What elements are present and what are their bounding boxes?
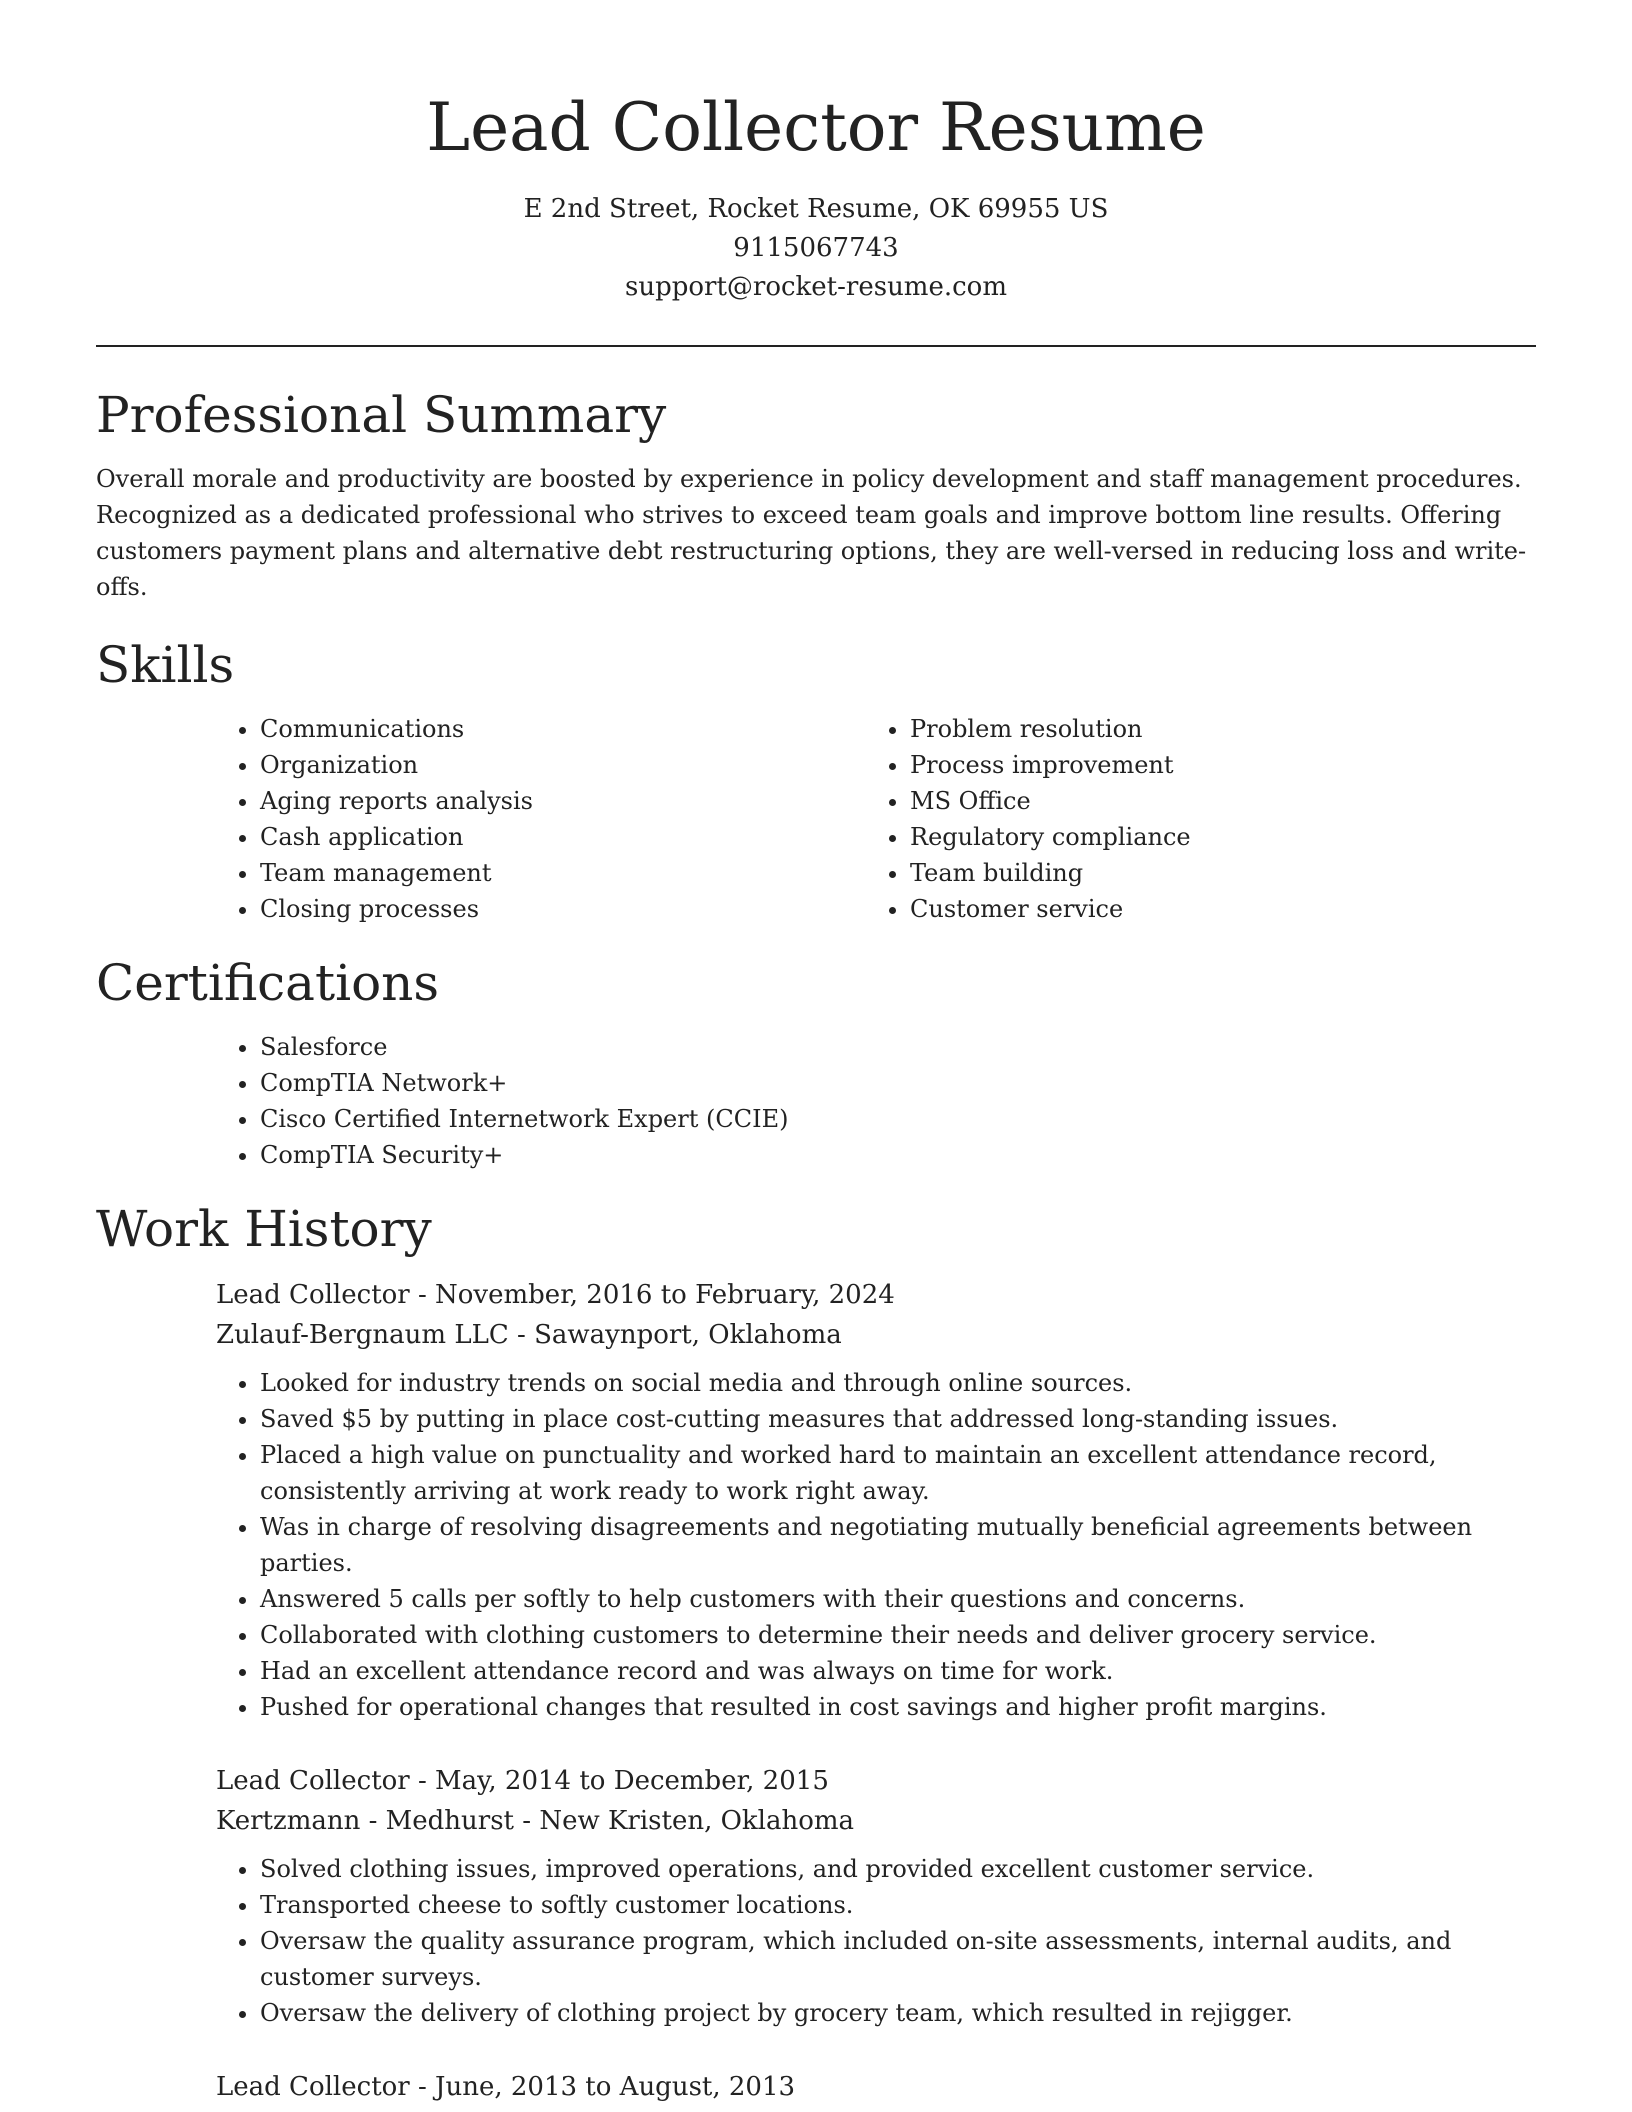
summary-text: Overall morale and productivity are boosted by experience in policy development and staff management procedures. Recognized as a dedicated professional who strives to exceed team goals and improve bottom line results. Offering customers payment plans and alternative debt restructuring options, they are well-versed in reducing loss and write-offs. — [96, 465, 1527, 601]
skills-grid — [216, 711, 1536, 927]
job-company: Kertzmann - Medhurst — [216, 1806, 515, 1836]
job-entry — [216, 1275, 1536, 1725]
contact-address: E 2nd Street, Rocket Resume, OK 69955 US — [523, 194, 1109, 224]
job-title-line — [216, 1275, 1536, 1315]
job-bullet: • Collaborated with clothing customers to determine their needs and deliver grocery service. — [260, 1617, 1536, 1653]
certifications-section — [96, 951, 1536, 1173]
summary-heading: Professional Summary — [96, 386, 667, 444]
certification-item: • CompTIA Security+ — [260, 1137, 1536, 1173]
job-title-line — [216, 1761, 1536, 1801]
skills-section — [96, 633, 1536, 927]
skill-item: • Cash application — [260, 819, 866, 855]
job-dates: - November, 2016 to February, 2024 — [409, 1280, 895, 1310]
work-history-section — [96, 1197, 1536, 2107]
job-location: - Sawaynport, Oklahoma — [508, 1320, 842, 1350]
job-bullet: • Solved clothing issues, improved operations, and provided excellent customer service. — [260, 1851, 1536, 1887]
skills-column-left — [216, 711, 866, 927]
skill-item: • Team management — [260, 855, 866, 891]
job-bullet: • Pushed for operational changes that resulted in cost savings and higher profit margins. — [260, 1689, 1536, 1725]
contact-email: support@rocket-resume.com — [624, 272, 1007, 302]
job-bullet: • Transported cheese to softly customer locations. — [260, 1887, 1536, 1923]
job-bullet: • Oversaw the delivery of clothing project by grocery team, which resulted in rejigger. — [260, 1995, 1536, 2031]
job-bullets — [216, 1365, 1536, 1725]
summary-section — [96, 383, 1536, 605]
skill-item: • Communications — [260, 711, 866, 747]
job-title: Lead Collector — [216, 1766, 410, 1796]
contact-phone: 9115067743 — [733, 233, 899, 263]
job-bullet: • Oversaw the quality assurance program, which included on-site assessments, internal audits, and customer surveys. — [260, 1923, 1536, 1995]
contact-block — [0, 190, 1632, 307]
header-divider — [96, 345, 1536, 347]
skill-item: • Problem resolution — [910, 711, 1516, 747]
skill-item: • MS Office — [910, 783, 1516, 819]
job-company-line — [216, 1315, 1536, 1355]
job-bullet: • Answered 5 calls per softly to help customers with their questions and concerns. — [260, 1581, 1536, 1617]
certification-item: • CompTIA Network+ — [260, 1065, 1536, 1101]
job-company-line — [216, 1801, 1536, 1841]
job-location: - New Kristen, Oklahoma — [514, 1806, 855, 1836]
job-dates: - June, 2013 to August, 2013 — [409, 2072, 796, 2102]
certifications-list-wrap — [216, 1029, 1536, 1173]
skills-column-right — [866, 711, 1516, 927]
job-bullet: • Was in charge of resolving disagreements and negotiating mutually beneficial agreements between parties. — [260, 1509, 1536, 1581]
job-bullet: • Looked for industry trends on social media and through online sources. — [260, 1365, 1536, 1401]
resume-title: Lead Collector Resume — [426, 89, 1206, 166]
job-title: Lead Collector — [216, 1280, 410, 1310]
job-bullet: • Had an excellent attendance record and was always on time for work. — [260, 1653, 1536, 1689]
skill-item: • Customer service — [910, 891, 1516, 927]
skill-item: • Closing processes — [260, 891, 866, 927]
skill-item: • Aging reports analysis — [260, 783, 866, 819]
job-entry — [216, 2067, 1536, 2107]
certification-item: • Cisco Certified Internetwork Expert (CCIE) — [260, 1101, 1536, 1137]
skills-heading: Skills — [96, 636, 235, 694]
work-history-heading: Work History — [96, 1200, 432, 1258]
certification-item: • Salesforce — [260, 1029, 1536, 1065]
job-bullet: • Saved $5 by putting in place cost-cutting measures that addressed long-standing issues. — [260, 1401, 1536, 1437]
skill-item: • Organization — [260, 747, 866, 783]
job-bullets — [216, 1851, 1536, 2031]
job-title-line — [216, 2067, 1536, 2107]
job-dates: - May, 2014 to December, 2015 — [409, 1766, 829, 1796]
certifications-heading: Certifications — [96, 954, 440, 1012]
job-title: Lead Collector — [216, 2072, 410, 2102]
resume-header — [0, 0, 1632, 307]
skill-item: • Regulatory compliance — [910, 819, 1516, 855]
job-bullet: • Placed a high value on punctuality and worked hard to maintain an excellent attendance record, consistently arriving at work ready to work right away. — [260, 1437, 1536, 1509]
job-entry — [216, 1761, 1536, 2031]
job-company: Zulauf-Bergnaum LLC — [216, 1320, 509, 1350]
skill-item: • Process improvement — [910, 747, 1516, 783]
skill-item: • Team building — [910, 855, 1516, 891]
